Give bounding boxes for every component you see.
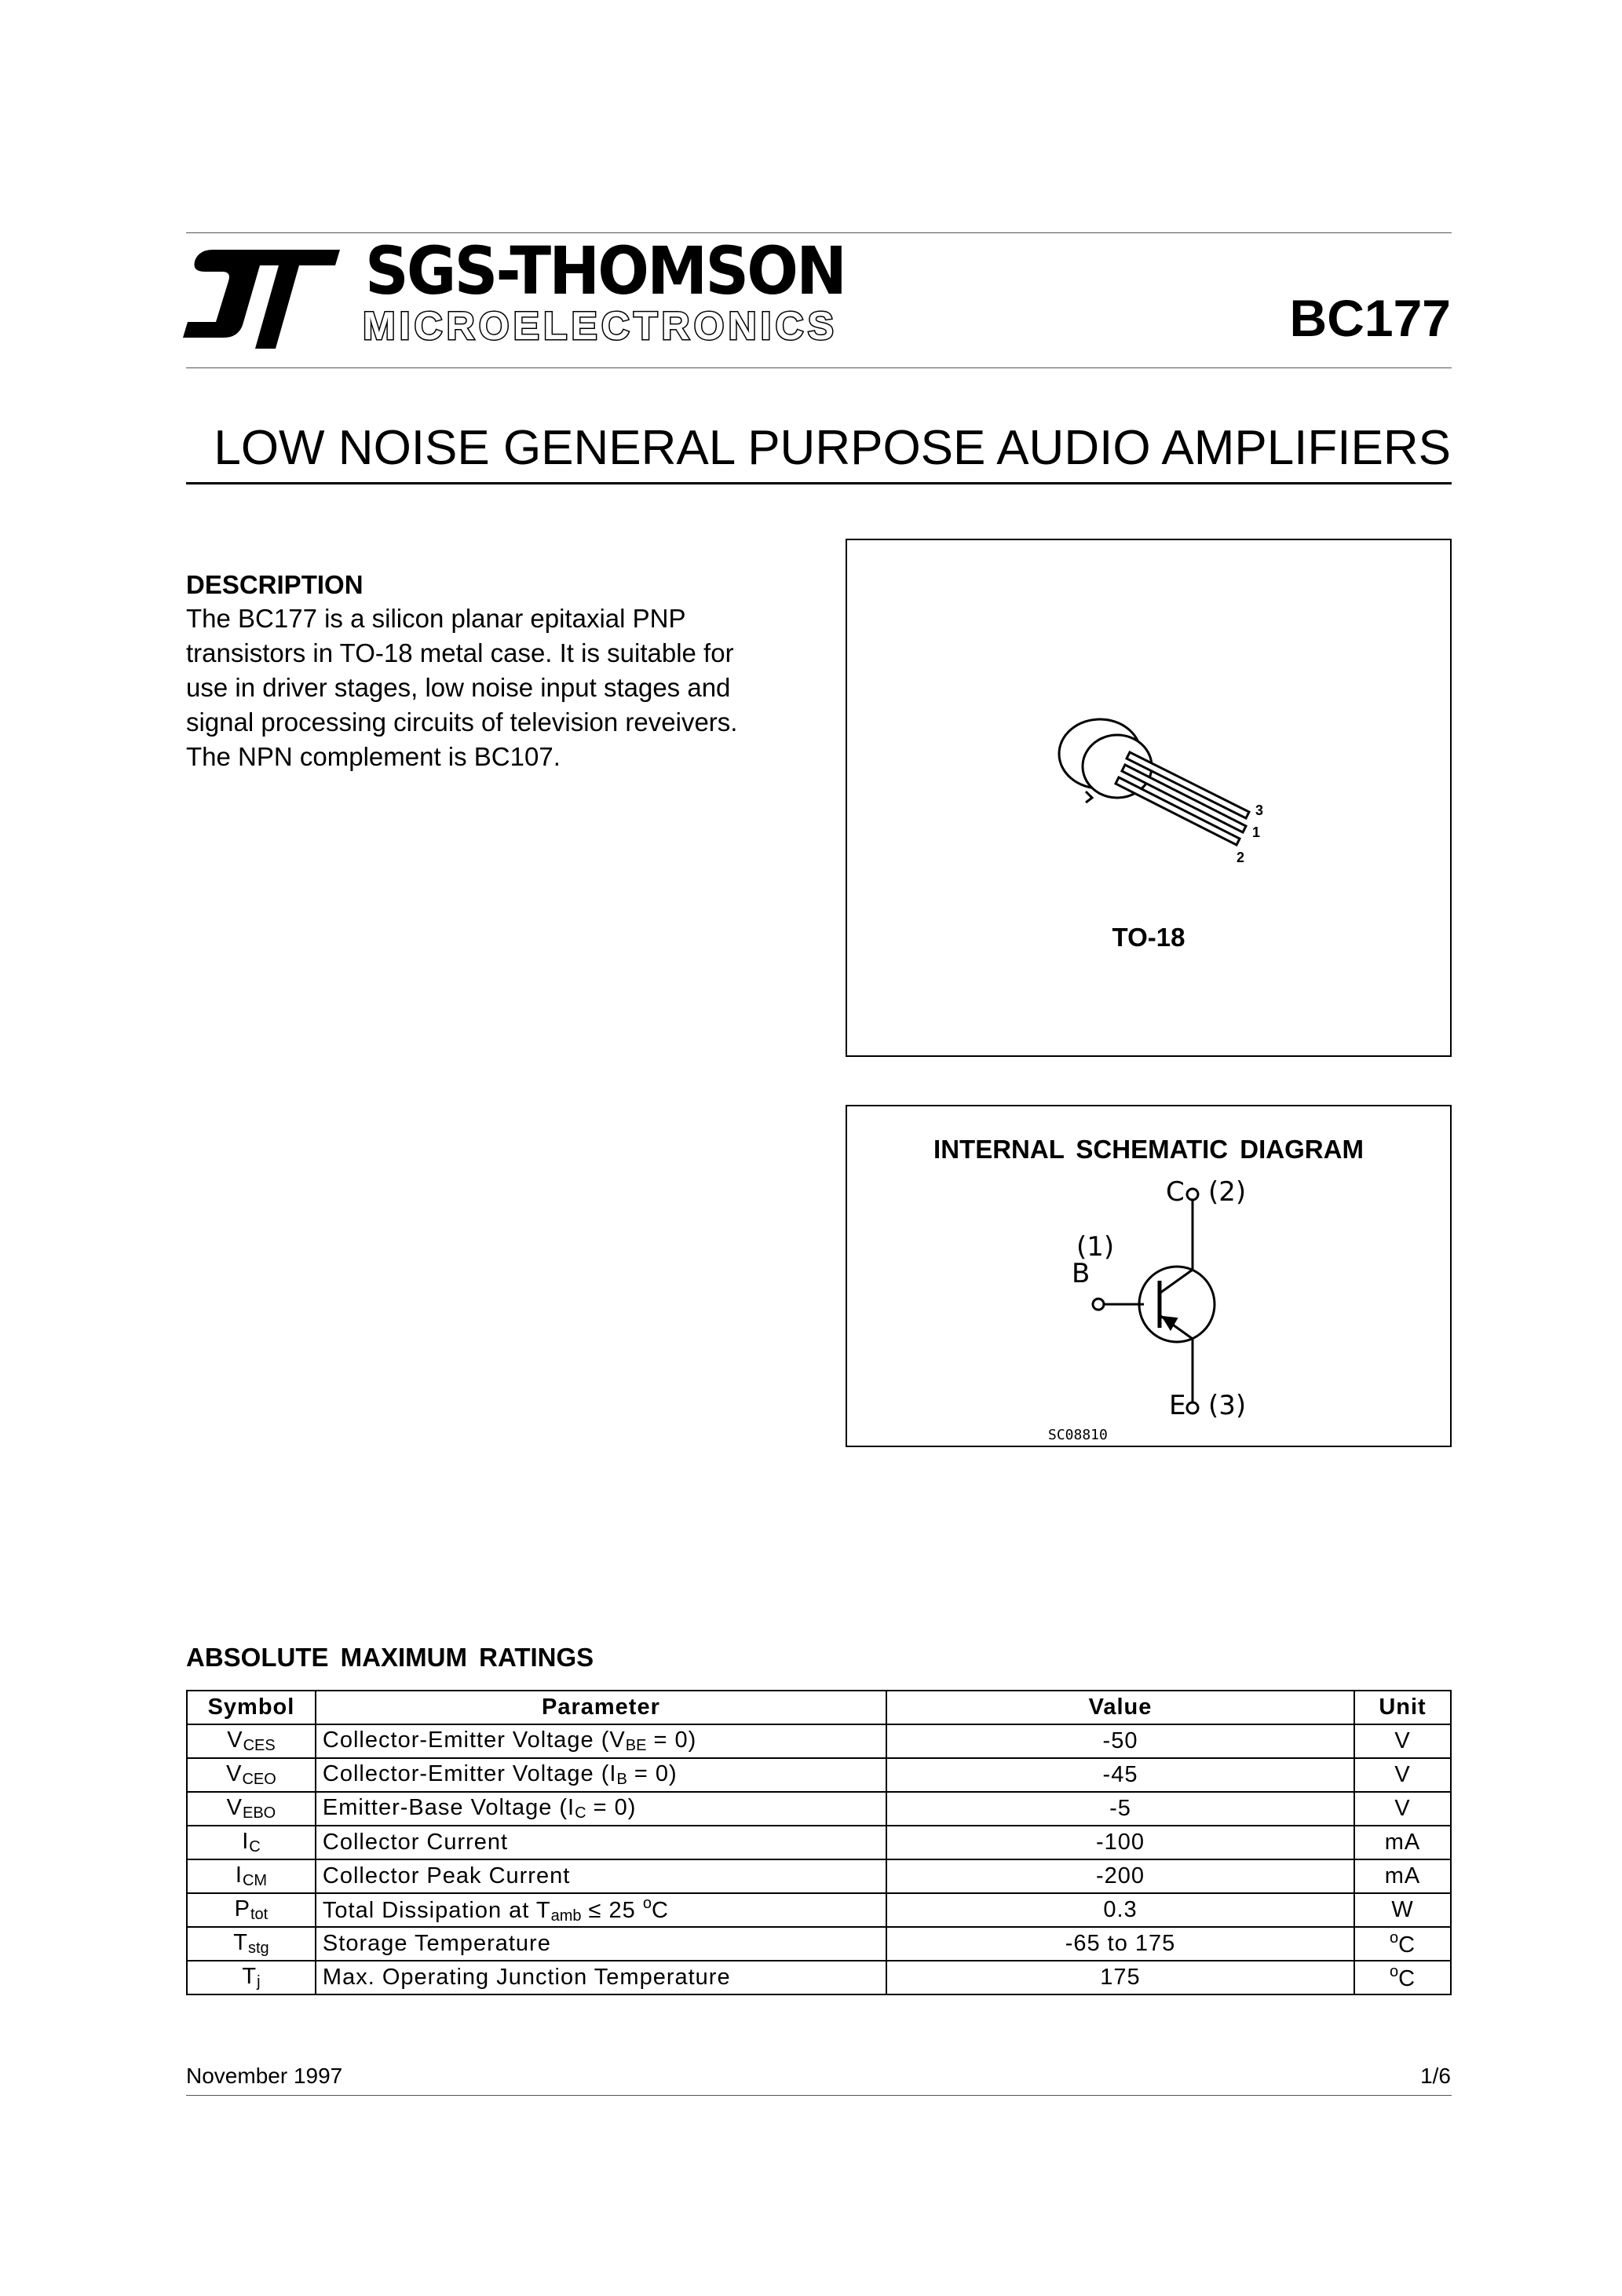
symbol-cell: $P_{tot}$ [187,1893,316,1927]
description-line: signal processing circuits of television reveivers. [186,707,738,737]
ratings-table [186,1690,1452,1995]
table-row [187,1961,1451,1994]
description-line: The NPN complement is BC107. [186,742,561,771]
footer-date: November 1997 [186,2064,343,2088]
emitter-label: E [1169,1390,1186,1421]
st-logo-icon [183,250,344,349]
symbol-cell: $I_C$ [187,1826,316,1859]
package-label: TO-18 [1112,923,1185,952]
pnp-transistor-symbol-icon [847,1106,1450,1446]
description-line: transistors in TO-18 metal case. It is suitable for [186,638,734,667]
parameter-cell: Collector-Emitter Voltage $(I_B = 0)$ [316,1758,886,1792]
emitter-pin: (3) [1208,1390,1247,1421]
parameter-cell: Emitter-Base Voltage $(I_C = 0)$ [316,1792,886,1826]
description-heading: DESCRIPTION [186,570,363,599]
unit-cell: $^o$C [1354,1927,1451,1961]
title-rule [186,482,1452,484]
footer-rule [186,2095,1452,2096]
unit-cell: V [1354,1758,1451,1792]
parameter-cell: Total Dissipation at $T_{amb} \le 25$ $^o$C [316,1893,886,1927]
part-number: BC177 [1289,289,1451,347]
parameter-cell: Collector Current [316,1826,886,1859]
schematic-title: INTERNAL SCHEMATIC DIAGRAM [933,1135,1364,1164]
value-cell: 175 [886,1961,1354,1994]
page-number: 1/6 [1420,2064,1451,2088]
value-cell: 0.3 [886,1893,1354,1927]
schematic-box [846,1105,1452,1447]
symbol-cell: $T_j$ [187,1961,316,1994]
collector-pin: (2) [1208,1176,1247,1208]
parameter-cell: Collector Peak Current [316,1859,886,1893]
symbol-cell: $V_{CES}$ [187,1724,316,1758]
parameter-cell: Max. Operating Junction Temperature [316,1961,886,1994]
table-row [187,1859,1451,1893]
base-pin: (1) [1076,1231,1115,1263]
symbol-cell: $V_{CEO}$ [187,1758,316,1792]
table-row [187,1792,1451,1826]
package-figure-box [846,539,1452,1057]
table-row [187,1927,1451,1961]
header-bottom-rule [186,367,1452,368]
pin-label: 2 [1237,850,1245,865]
pin-label: 1 [1252,824,1261,840]
collector-label: C [1166,1176,1185,1208]
column-header-value: Value [886,1691,1354,1724]
description-line: use in driver stages, low noise input stages and [186,673,731,702]
unit-cell: V [1354,1792,1451,1826]
unit-cell: W [1354,1893,1451,1927]
unit-cell: mA [1354,1859,1451,1893]
base-label: B [1072,1258,1090,1289]
value-cell: -50 [886,1724,1354,1758]
value-cell: -65 to 175 [886,1927,1354,1961]
parameter-cell: Collector-Emitter Voltage $(V_{BE} = 0)$ [316,1724,886,1758]
value-cell: -5 [886,1792,1354,1826]
table-row [187,1724,1451,1758]
to18-package-icon [1043,697,1279,870]
table-header-row [187,1691,1451,1724]
description-line: The BC177 is a silicon planar epitaxial PNP [186,604,686,633]
symbol-cell: $I_{CM}$ [187,1859,316,1893]
symbol-cell: $V_{EBO}$ [187,1792,316,1826]
value-cell: -200 [886,1859,1354,1893]
unit-cell: mA [1354,1826,1451,1859]
column-header-symbol: Symbol [187,1691,316,1724]
table-row [187,1826,1451,1859]
symbol-cell: $T_{stg}$ [187,1927,316,1961]
value-cell: -100 [886,1826,1354,1859]
brand-name: SGS-THOMSON [365,232,846,309]
pin-label: 3 [1255,803,1264,818]
schematic-code: SC08810 [1048,1427,1108,1443]
table-row [187,1893,1451,1927]
column-header-unit: Unit [1354,1691,1451,1724]
value-cell: -45 [886,1758,1354,1792]
description-text [186,601,791,774]
ratings-heading: ABSOLUTE MAXIMUM RATINGS [186,1643,594,1672]
brand-division: MICROELECTRONICS [363,304,838,348]
parameter-cell: Storage Temperature [316,1927,886,1961]
unit-cell: V [1354,1724,1451,1758]
column-header-parameter: Parameter [316,1691,886,1724]
page-title: LOW NOISE GENERAL PURPOSE AUDIO AMPLIFIERS [214,421,1451,475]
unit-cell: $^o$C [1354,1961,1451,1994]
table-row [187,1758,1451,1792]
